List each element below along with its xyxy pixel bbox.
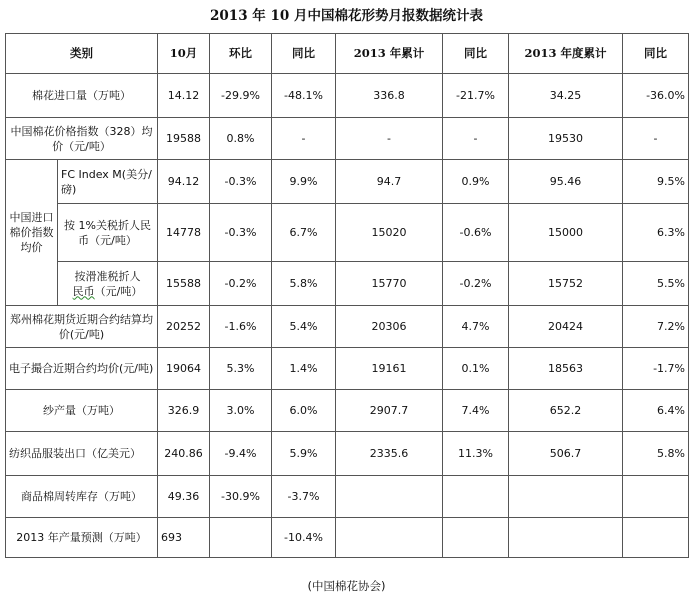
table-cell: -0.2%	[443, 262, 509, 306]
table-cell: 7.4%	[443, 390, 509, 432]
table-row	[6, 390, 689, 432]
row-label	[58, 262, 158, 306]
table-cell: 9.9%	[272, 160, 336, 204]
table-row	[6, 476, 689, 518]
table-cell: 15020	[336, 204, 443, 262]
table-cell	[509, 518, 623, 558]
header-cell: 同比	[272, 34, 336, 74]
header-cell: 环比	[210, 34, 272, 74]
table-cell: 14.12	[158, 74, 210, 118]
table-cell: 2907.7	[336, 390, 443, 432]
table-cell: 95.46	[509, 160, 623, 204]
table-cell: 506.7	[509, 432, 623, 476]
table-cell: 5.5%	[623, 262, 689, 306]
table-cell	[443, 476, 509, 518]
source-note: (中国棉花协会)	[307, 579, 386, 593]
table-cell: 49.36	[158, 476, 210, 518]
table-row	[6, 348, 689, 390]
table-row	[6, 306, 689, 348]
table-row	[6, 160, 689, 204]
table-cell: 19588	[158, 118, 210, 160]
table-cell: -1.6%	[210, 306, 272, 348]
table-cell: 20424	[509, 306, 623, 348]
table-cell: 15770	[336, 262, 443, 306]
table-cell: 0.9%	[443, 160, 509, 204]
spellcheck-underline: 民币	[72, 284, 95, 298]
row-label: 2013 年产量预测（万吨）	[6, 518, 158, 558]
table-cell	[336, 476, 443, 518]
table-cell: 6.0%	[272, 390, 336, 432]
row-label: 按 1%关税折人民币（元/吨）	[58, 204, 158, 262]
table-cell	[623, 518, 689, 558]
row-label: 中国棉花价格指数（328）均价（元/吨）	[6, 118, 158, 160]
table-cell: -29.9%	[210, 74, 272, 118]
row-label: 电子撮合近期合约均价(元/吨)	[6, 348, 158, 390]
header-cell: 10月	[158, 34, 210, 74]
table-cell: 14778	[158, 204, 210, 262]
table-cell	[623, 476, 689, 518]
row-label-part: （元/吨）	[94, 284, 143, 298]
table-cell: 9.5%	[623, 160, 689, 204]
table-cell: 4.7%	[443, 306, 509, 348]
table-cell: 7.2%	[623, 306, 689, 348]
table-cell: 6.4%	[623, 390, 689, 432]
group-label: 中国进口棉价指数均价	[6, 160, 58, 306]
row-label: FC Index M(美分/磅)	[58, 160, 158, 204]
table-cell: -48.1%	[272, 74, 336, 118]
table-cell: -0.2%	[210, 262, 272, 306]
table-cell	[336, 518, 443, 558]
table-cell: 18563	[509, 348, 623, 390]
table-cell: 336.8	[336, 74, 443, 118]
row-label: 纺织品服装出口（亿美元）	[6, 432, 158, 476]
table-cell	[443, 518, 509, 558]
table-cell: -	[623, 118, 689, 160]
table-cell: 15000	[509, 204, 623, 262]
table-cell: 2335.6	[336, 432, 443, 476]
table-cell: 240.86	[158, 432, 210, 476]
table-cell: 19161	[336, 348, 443, 390]
table-cell: 15752	[509, 262, 623, 306]
table-row	[6, 518, 689, 558]
table-row	[6, 262, 689, 306]
table-cell: -30.9%	[210, 476, 272, 518]
table-cell: 326.9	[158, 390, 210, 432]
table-row	[6, 74, 689, 118]
header-row	[6, 34, 689, 74]
table-row	[6, 432, 689, 476]
table-cell: 19064	[158, 348, 210, 390]
table-cell: 94.12	[158, 160, 210, 204]
row-label-part: 按滑准税折人	[74, 269, 141, 283]
table-cell: 5.3%	[210, 348, 272, 390]
row-label: 纱产量（万吨）	[6, 390, 158, 432]
table-cell: 652.2	[509, 390, 623, 432]
table-cell: 20306	[336, 306, 443, 348]
table-cell: 19530	[509, 118, 623, 160]
table-row	[6, 118, 689, 160]
row-label: 棉花进口量（万吨）	[6, 74, 158, 118]
table-cell: -3.7%	[272, 476, 336, 518]
table-cell: -1.7%	[623, 348, 689, 390]
row-label: 商品棉周转库存（万吨）	[6, 476, 158, 518]
table-cell: 5.4%	[272, 306, 336, 348]
table-cell: 15588	[158, 262, 210, 306]
table-cell: 5.8%	[272, 262, 336, 306]
table-cell: -10.4%	[272, 518, 336, 558]
table-cell: -	[272, 118, 336, 160]
row-label: 郑州棉花期货近期合约结算均价(元/吨)	[6, 306, 158, 348]
table-cell: 6.3%	[623, 204, 689, 262]
table-cell: 0.8%	[210, 118, 272, 160]
table-cell: 94.7	[336, 160, 443, 204]
header-cell: 类别	[6, 34, 158, 74]
table-cell: 5.9%	[272, 432, 336, 476]
page-title: 2013 年 10 月中国棉花形势月报数据统计表	[210, 8, 483, 24]
table-cell	[509, 476, 623, 518]
table-cell: 11.3%	[443, 432, 509, 476]
table-cell: 5.8%	[623, 432, 689, 476]
table-cell: 34.25	[509, 74, 623, 118]
header-cell: 2013 年累计	[336, 34, 443, 74]
table-cell: 0.1%	[443, 348, 509, 390]
table-cell: 693	[158, 518, 210, 558]
table-cell: -	[336, 118, 443, 160]
header-cell: 同比	[623, 34, 689, 74]
table-cell: -0.3%	[210, 160, 272, 204]
table-cell: -21.7%	[443, 74, 509, 118]
table-cell: -0.6%	[443, 204, 509, 262]
table-cell: 6.7%	[272, 204, 336, 262]
table-cell: -0.3%	[210, 204, 272, 262]
table-cell: 3.0%	[210, 390, 272, 432]
table-cell: 20252	[158, 306, 210, 348]
table-row	[6, 204, 689, 262]
table-cell: -9.4%	[210, 432, 272, 476]
table-cell: -36.0%	[623, 74, 689, 118]
table-cell: -	[443, 118, 509, 160]
header-cell: 2013 年度累计	[509, 34, 623, 74]
statistics-table	[5, 33, 689, 558]
header-cell: 同比	[443, 34, 509, 74]
table-cell	[210, 518, 272, 558]
table-cell: 1.4%	[272, 348, 336, 390]
